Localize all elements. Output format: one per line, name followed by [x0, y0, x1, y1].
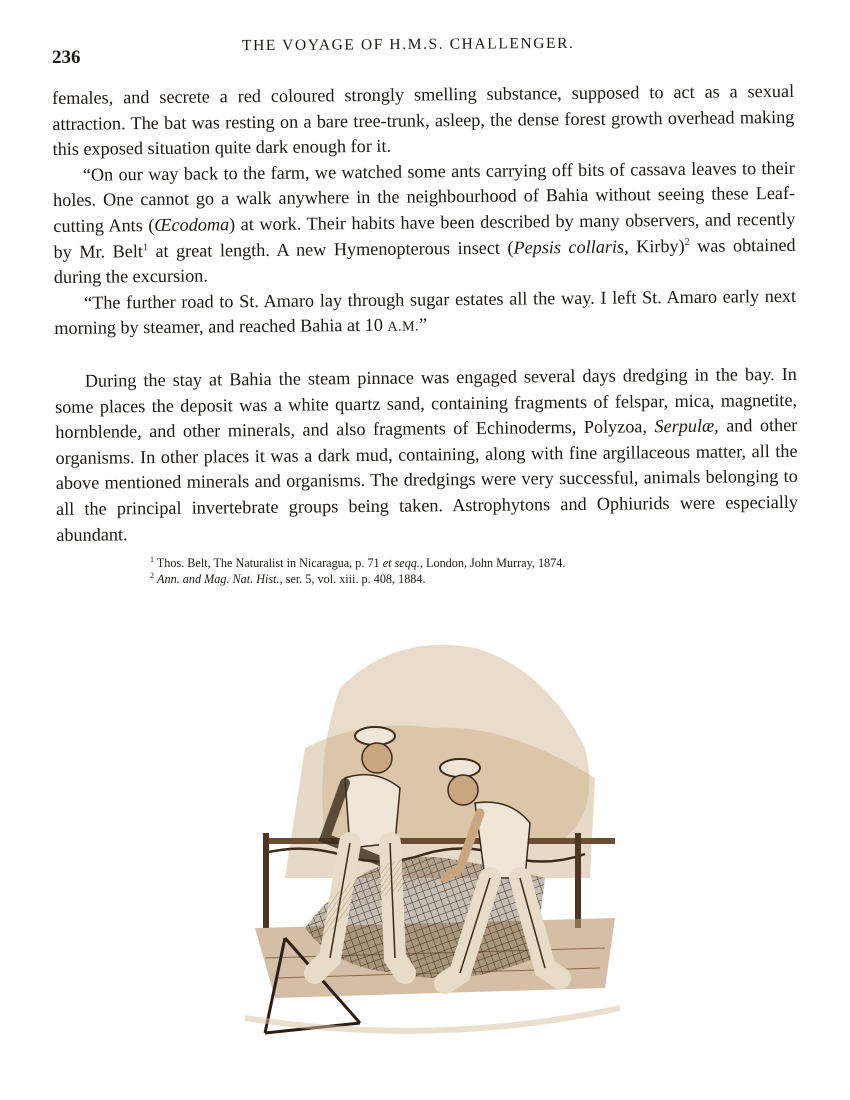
- footnote-1-text: Thos. Belt, The Naturalist in Nicaragua, p. 71: [156, 556, 383, 570]
- time-abbrev: A.M.: [387, 319, 420, 336]
- paragraph-3: [54, 284, 796, 344]
- paragraph-1-text: females, and secrete a red coloured strongly smelling substance, supposed to act as a sexual attraction. The bat was resting on a bare tree-trunk, asleep, the dense forest growth overhead making this exposed situation quite dark enough for it.: [52, 80, 795, 160]
- footnote-2-text: ser. 5, vol. xiii. p. 408, 1884.: [282, 572, 426, 586]
- serpulae-name: Serpulæ,: [654, 415, 719, 437]
- closing-quote: ”: [418, 314, 428, 335]
- paragraph-2-text: at great length. A new Hymenopterous insect (: [147, 237, 514, 261]
- paragraph-3-text: “The further road to St. Amaro lay through sugar estates all the way. I left St. Amaro early next morning by steamer, and reached Bahia at 10: [54, 285, 797, 339]
- footnote-1-text: London, John Murray, 1874.: [422, 556, 566, 570]
- paragraph-4-text: and other organisms. In other places it was a dark mud, containing, along with fine argillaceous matter, all the above mentioned minerals and organisms. The dredgings were very successful, animals belonging to all the principal invertebrate groups being taken. Astrophytons and Ophiurids were especially abundant.: [55, 414, 799, 545]
- paragraph-2-text: was obtained during the excursion.: [53, 234, 796, 288]
- page-number: 236: [52, 47, 81, 68]
- page-header: [52, 34, 794, 68]
- footnotes: [150, 555, 770, 587]
- engraving-illustration: [245, 628, 625, 1048]
- paragraph-4-text: During the stay at Bahia the steam pinnace was engaged several days dredging in the bay. In some places the deposit was a white quartz sand, containing fragments of felspar, mica, magnetite, hornblende, and other minerals, and also fragments of Echinoderms, Polyzoa,: [54, 363, 798, 443]
- footnote-ref-1: 1: [142, 241, 148, 253]
- footnote-1-italic: et seqq.,: [382, 556, 423, 570]
- body-text: [52, 79, 798, 548]
- paragraph-2-text: Kirby): [628, 235, 685, 257]
- footnote-2: [150, 571, 770, 587]
- footnote-1: [150, 555, 770, 571]
- footnote-2-italic: Ann. and Mag. Nat. Hist.,: [157, 572, 283, 586]
- footnote-1-mark: 1: [150, 554, 154, 564]
- species-name: Pepsis collaris,: [513, 236, 629, 258]
- paragraph-2: [53, 156, 796, 291]
- footnote-ref-2: 2: [684, 236, 690, 248]
- genus-name: Œcodoma: [154, 214, 230, 235]
- paragraph-2-text: ) at work. Their habits have been described by many observers, and recently by Mr. Belt: [53, 208, 796, 262]
- running-head: THE VOYAGE OF H.M.S. CHALLENGER.: [241, 34, 575, 55]
- sailors-dredging-engraving: [245, 628, 625, 1048]
- paragraph-1: [52, 79, 795, 163]
- footnote-2-mark: 2: [150, 570, 154, 580]
- paragraph-4: [55, 362, 799, 548]
- paragraph-2-text: “On our way back to the farm, we watched some ants carrying off bits of cassava leaves to their holes. One cannot go a walk anywhere in the neighbourhood of Bahia without seeing these Leaf-cutting Ants (: [53, 157, 796, 236]
